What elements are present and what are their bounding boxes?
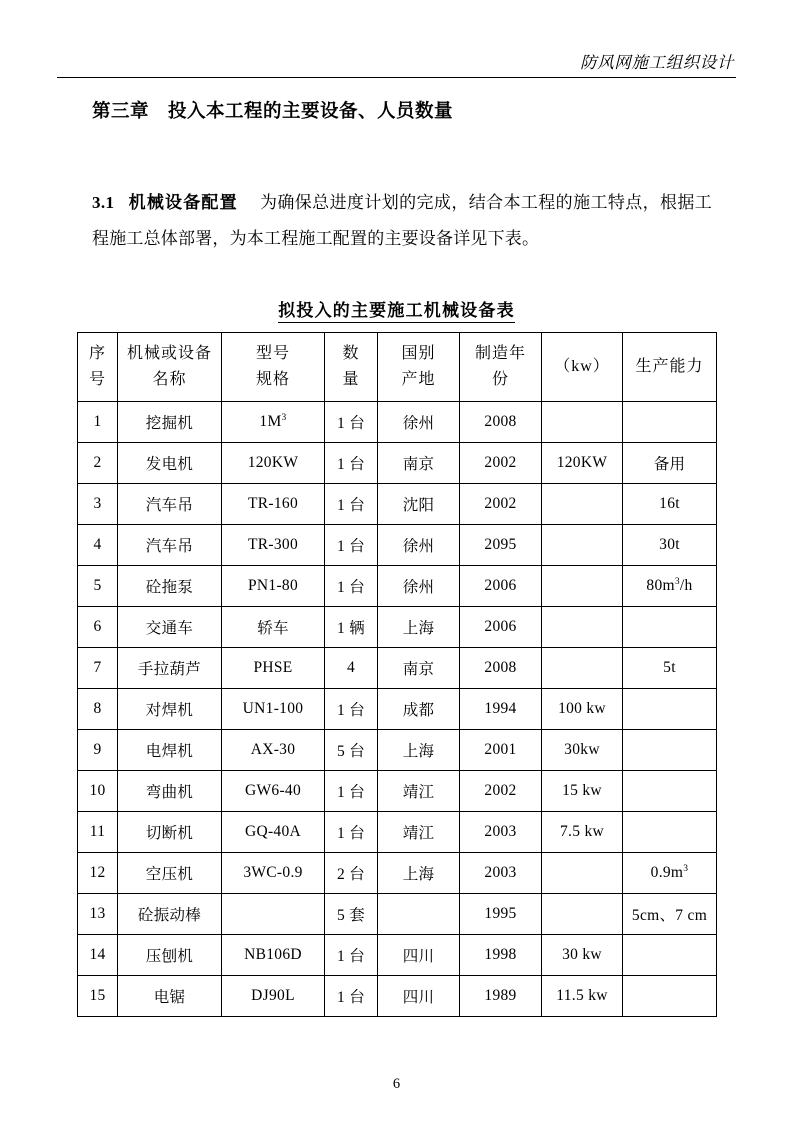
header-qty-line1: 数 <box>342 345 360 362</box>
cell-model-spec-2: 120KW <box>222 443 325 484</box>
cell-serial-6: 6 <box>78 607 118 648</box>
running-header-text: 防风网施工组织设计 <box>580 53 734 72</box>
cell-model-spec-8: UN1-100 <box>222 689 325 730</box>
header-serial-line1: 序 <box>88 345 106 362</box>
header-name-line2: 名称 <box>152 371 187 388</box>
table-caption <box>0 296 793 321</box>
cell-capacity-9 <box>623 730 717 771</box>
cell-serial-12: 12 <box>78 853 118 894</box>
cell-capacity-2: 备用 <box>623 443 717 484</box>
cell-origin-3: 沈阳 <box>378 484 460 525</box>
cell-quantity-4: 1 台 <box>325 525 378 566</box>
cell-model-spec-5: PN1-80 <box>222 566 325 607</box>
cell-power-kw-15: 11.5 kw <box>542 976 623 1017</box>
cell-year-1: 2008 <box>460 402 542 443</box>
cell-capacity-4: 30t <box>623 525 717 566</box>
table-row <box>78 771 717 812</box>
cell-year-6: 2006 <box>460 607 542 648</box>
table-row <box>78 894 717 935</box>
cell-power-kw-2: 120KW <box>542 443 623 484</box>
table-row <box>78 976 717 1017</box>
cell-model-spec-15: DJ90L <box>222 976 325 1017</box>
cell-serial-14: 14 <box>78 935 118 976</box>
cell-year-15: 1989 <box>460 976 542 1017</box>
table-row <box>78 853 717 894</box>
cell-year-14: 1998 <box>460 935 542 976</box>
cell-origin-6: 上海 <box>378 607 460 648</box>
cell-quantity-12: 2 台 <box>325 853 378 894</box>
cell-quantity-7: 4 <box>325 648 378 689</box>
table-body <box>78 402 717 1017</box>
equipment-table <box>77 332 717 1017</box>
cell-model-spec-11: GQ-40A <box>222 812 325 853</box>
header-cell-origin <box>378 333 460 402</box>
table-row <box>78 525 717 566</box>
section-title: 机械设备配置 <box>128 193 238 212</box>
cell-power-kw-10: 15 kw <box>542 771 623 812</box>
table-row <box>78 566 717 607</box>
cell-serial-9: 9 <box>78 730 118 771</box>
table-row <box>78 607 717 648</box>
table-row <box>78 402 717 443</box>
table-row <box>78 484 717 525</box>
cell-quantity-5: 1 台 <box>325 566 378 607</box>
cell-model-spec-1: $1M^3$ <box>222 402 325 443</box>
cell-capacity-1 <box>623 402 717 443</box>
cell-power-kw-13 <box>542 894 623 935</box>
cell-capacity-11 <box>623 812 717 853</box>
cell-equipment-name-13: 砼振动棒 <box>118 894 222 935</box>
cell-origin-9: 上海 <box>378 730 460 771</box>
cell-equipment-name-8: 对焊机 <box>118 689 222 730</box>
cell-year-8: 1994 <box>460 689 542 730</box>
cell-serial-4: 4 <box>78 525 118 566</box>
header-spec-line1: 型号 <box>255 345 290 362</box>
cell-capacity-3: 16t <box>623 484 717 525</box>
header-cell-serial <box>78 333 118 402</box>
cell-equipment-name-15: 电锯 <box>118 976 222 1017</box>
cell-equipment-name-6: 交通车 <box>118 607 222 648</box>
cell-capacity-13: 5cm、7 cm <box>623 894 717 935</box>
cell-power-kw-8: 100 kw <box>542 689 623 730</box>
cell-quantity-14: 1 台 <box>325 935 378 976</box>
cell-year-13: 1995 <box>460 894 542 935</box>
cell-quantity-6: 1 辆 <box>325 607 378 648</box>
cell-origin-10: 靖江 <box>378 771 460 812</box>
cell-origin-13 <box>378 894 460 935</box>
cell-equipment-name-1: 挖掘机 <box>118 402 222 443</box>
table-row <box>78 443 717 484</box>
cell-capacity-5: $80m^3/h$ <box>623 566 717 607</box>
cell-serial-15: 15 <box>78 976 118 1017</box>
cell-year-5: 2006 <box>460 566 542 607</box>
cell-quantity-8: 1 台 <box>325 689 378 730</box>
cell-capacity-15 <box>623 976 717 1017</box>
cell-equipment-name-3: 汽车吊 <box>118 484 222 525</box>
cell-year-7: 2008 <box>460 648 542 689</box>
cell-model-spec-13 <box>222 894 325 935</box>
cell-power-kw-9: 30kw <box>542 730 623 771</box>
cell-quantity-13: 5 套 <box>325 894 378 935</box>
cell-capacity-10 <box>623 771 717 812</box>
table-row <box>78 648 717 689</box>
cell-serial-13: 13 <box>78 894 118 935</box>
header-year-line1: 制造年 <box>474 345 526 362</box>
cell-equipment-name-7: 手拉葫芦 <box>118 648 222 689</box>
cell-origin-1: 徐州 <box>378 402 460 443</box>
header-cell-equipment-name <box>118 333 222 402</box>
header-cell-capacity: 生产能力 <box>623 333 717 402</box>
cell-model-spec-4: TR-300 <box>222 525 325 566</box>
cell-year-12: 2003 <box>460 853 542 894</box>
cell-quantity-11: 1 台 <box>325 812 378 853</box>
page-footer <box>0 1076 793 1093</box>
cell-year-3: 2002 <box>460 484 542 525</box>
cell-power-kw-14: 30 kw <box>542 935 623 976</box>
cell-origin-7: 南京 <box>378 648 460 689</box>
cell-equipment-name-11: 切断机 <box>118 812 222 853</box>
header-cell-model-spec <box>222 333 325 402</box>
cell-origin-8: 成都 <box>378 689 460 730</box>
cell-origin-14: 四川 <box>378 935 460 976</box>
header-origin-line1: 国别 <box>401 345 436 362</box>
cell-model-spec-6: 轿车 <box>222 607 325 648</box>
cell-year-10: 2002 <box>460 771 542 812</box>
cell-power-kw-11: 7.5 kw <box>542 812 623 853</box>
header-cell-year <box>460 333 542 402</box>
header-divider <box>57 77 736 78</box>
header-serial-line2: 号 <box>88 371 106 388</box>
cell-year-11: 2003 <box>460 812 542 853</box>
cell-capacity-7: 5t <box>623 648 717 689</box>
cell-equipment-name-9: 电焊机 <box>118 730 222 771</box>
cell-serial-5: 5 <box>78 566 118 607</box>
cell-equipment-name-5: 砼拖泵 <box>118 566 222 607</box>
cell-serial-11: 11 <box>78 812 118 853</box>
table-row <box>78 689 717 730</box>
cell-serial-10: 10 <box>78 771 118 812</box>
cell-equipment-name-2: 发电机 <box>118 443 222 484</box>
cell-power-kw-7 <box>542 648 623 689</box>
header-qty-line2: 量 <box>342 371 360 388</box>
cell-equipment-name-12: 空压机 <box>118 853 222 894</box>
cell-quantity-2: 1 台 <box>325 443 378 484</box>
table-row <box>78 730 717 771</box>
cell-quantity-9: 5 台 <box>325 730 378 771</box>
cell-capacity-14 <box>623 935 717 976</box>
cell-quantity-1: 1 台 <box>325 402 378 443</box>
cell-equipment-name-4: 汽车吊 <box>118 525 222 566</box>
header-origin-line2: 产地 <box>401 371 436 388</box>
cell-power-kw-4 <box>542 525 623 566</box>
cell-serial-3: 3 <box>78 484 118 525</box>
header-cell-quantity <box>325 333 378 402</box>
cell-origin-12: 上海 <box>378 853 460 894</box>
cell-power-kw-5 <box>542 566 623 607</box>
page-number: 6 <box>392 1076 401 1092</box>
cell-model-spec-14: NB106D <box>222 935 325 976</box>
cell-origin-2: 南京 <box>378 443 460 484</box>
cell-model-spec-3: TR-160 <box>222 484 325 525</box>
cell-model-spec-12: 3WC-0.9 <box>222 853 325 894</box>
running-header <box>57 52 736 78</box>
cell-equipment-name-14: 压刨机 <box>118 935 222 976</box>
cell-quantity-3: 1 台 <box>325 484 378 525</box>
table-caption-text: 拟投入的主要施工机械设备表 <box>278 301 515 323</box>
cell-model-spec-9: AX-30 <box>222 730 325 771</box>
cell-origin-5: 徐州 <box>378 566 460 607</box>
cell-power-kw-12 <box>542 853 623 894</box>
cell-capacity-6 <box>623 607 717 648</box>
cell-serial-8: 8 <box>78 689 118 730</box>
cell-capacity-12: $0.9m^3$ <box>623 853 717 894</box>
chapter-heading: 第三章 投入本工程的主要设备、人员数量 <box>92 102 454 122</box>
cell-origin-15: 四川 <box>378 976 460 1017</box>
cell-quantity-10: 1 台 <box>325 771 378 812</box>
cell-serial-2: 2 <box>78 443 118 484</box>
table-header-row-group <box>78 333 717 402</box>
cell-year-9: 2001 <box>460 730 542 771</box>
header-name-line1: 机械或设备 <box>126 345 212 362</box>
header-year-line2: 份 <box>491 371 509 388</box>
cell-power-kw-6 <box>542 607 623 648</box>
cell-model-spec-10: GW6-40 <box>222 771 325 812</box>
section-body-text: 为确保总进度计划的完成，结合本工程的施工特点，根据工程施工总体部署，为本工程施工配置的主要设备详见下表。 <box>92 193 713 248</box>
cell-capacity-8 <box>623 689 717 730</box>
table-header-row <box>78 333 717 402</box>
cell-quantity-15: 1 台 <box>325 976 378 1017</box>
cell-power-kw-3 <box>542 484 623 525</box>
cell-serial-7: 7 <box>78 648 118 689</box>
cell-year-2: 2002 <box>460 443 542 484</box>
section-number: 3.1 <box>92 193 115 212</box>
equipment-table-container <box>77 332 716 1017</box>
cell-year-4: 2095 <box>460 525 542 566</box>
table-row <box>78 812 717 853</box>
cell-equipment-name-10: 弯曲机 <box>118 771 222 812</box>
cell-power-kw-1 <box>542 402 623 443</box>
table-row <box>78 935 717 976</box>
header-spec-line2: 规格 <box>255 371 290 388</box>
section-paragraph <box>92 185 712 257</box>
cell-model-spec-7: PHSE <box>222 648 325 689</box>
cell-origin-4: 徐州 <box>378 525 460 566</box>
cell-origin-11: 靖江 <box>378 812 460 853</box>
cell-serial-1: 1 <box>78 402 118 443</box>
header-cell-power-kw: （kw） <box>542 333 623 402</box>
